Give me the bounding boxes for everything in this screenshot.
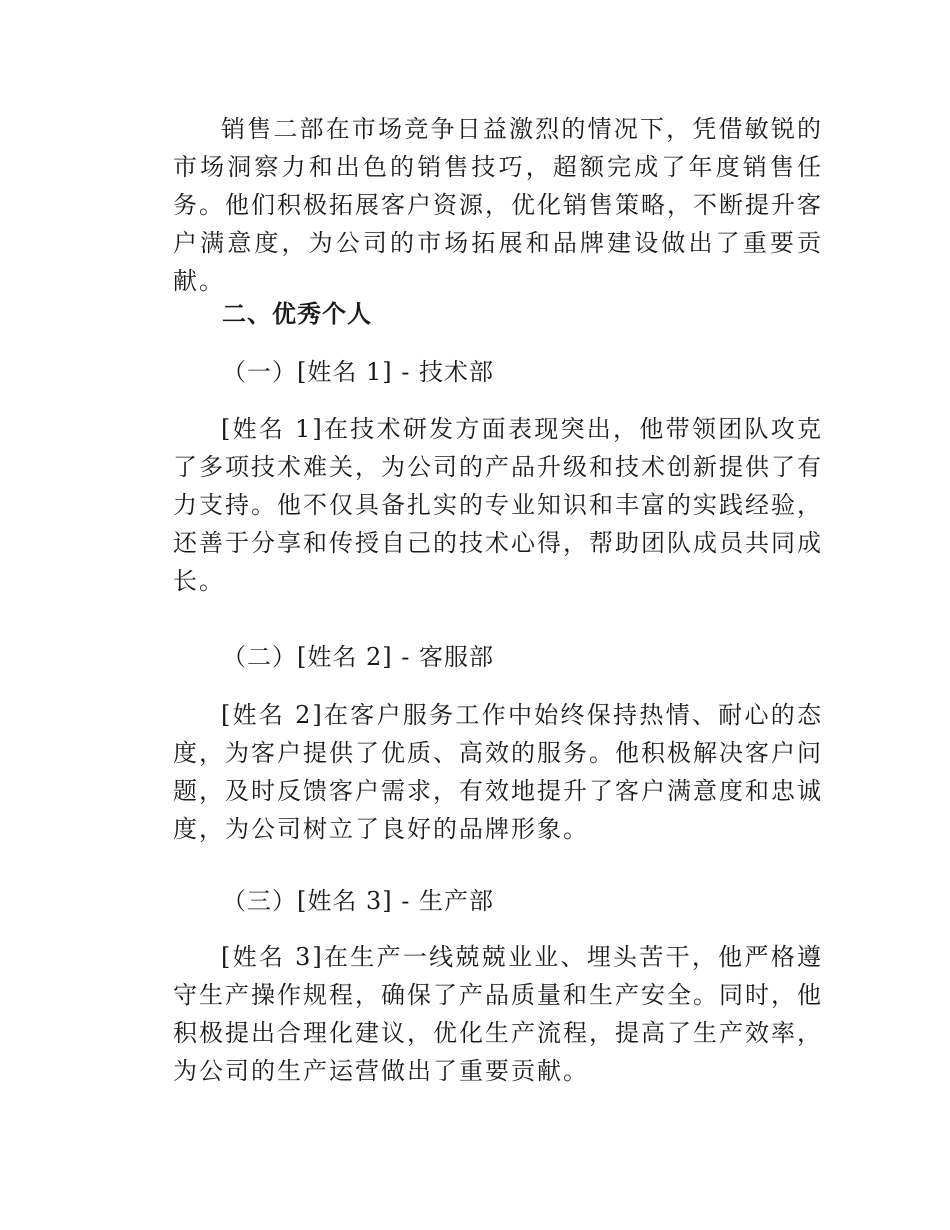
individual-heading-2: （二）[姓名 2] - 客服部 bbox=[222, 643, 494, 671]
individual-body-2: [姓名 2]在客户服务工作中始终保持热情、耐心的态度，为客户提供了优质、高效的服务。他积极解决客户问题，及时反馈客户需求，有效地提升了客户满意度和忠诚度，为公司树立了良好的品牌形象。 bbox=[173, 701, 823, 843]
paragraph-sales-dept: 销售二部在市场竞争日益激烈的情况下，凭借敏锐的市场洞察力和出色的销售技巧，超额完成了年度销售任务。他们积极拓展客户资源，优化销售策略，不断提升客户满意度，为公司的市场拓展和品牌建设做出了重要贡献。 bbox=[173, 115, 823, 295]
individual-body-1: [姓名 1]在技术研发方面表现突出，他带领团队攻克了多项技术难关，为公司的产品升级和技术创新提供了有力支持。他不仅具备扎实的专业知识和丰富的实践经验，还善于分享和传授自己的技术心得，帮助团队成员共同成长。 bbox=[173, 415, 823, 595]
individual-heading-3: （三）[姓名 3] - 生产部 bbox=[222, 887, 494, 915]
individual-heading-1: （一）[姓名 1] - 技术部 bbox=[222, 358, 494, 386]
individual-body-3: [姓名 3]在生产一线兢兢业业、埋头苦干，他严格遵守生产操作规程，确保了产品质量和生产安全。同时，他积极提出合理化建议，优化生产流程，提高了生产效率，为公司的生产运营做出了重要贡献。 bbox=[173, 943, 823, 1085]
section-heading-outstanding-individuals: 二、优秀个人 bbox=[222, 300, 372, 328]
